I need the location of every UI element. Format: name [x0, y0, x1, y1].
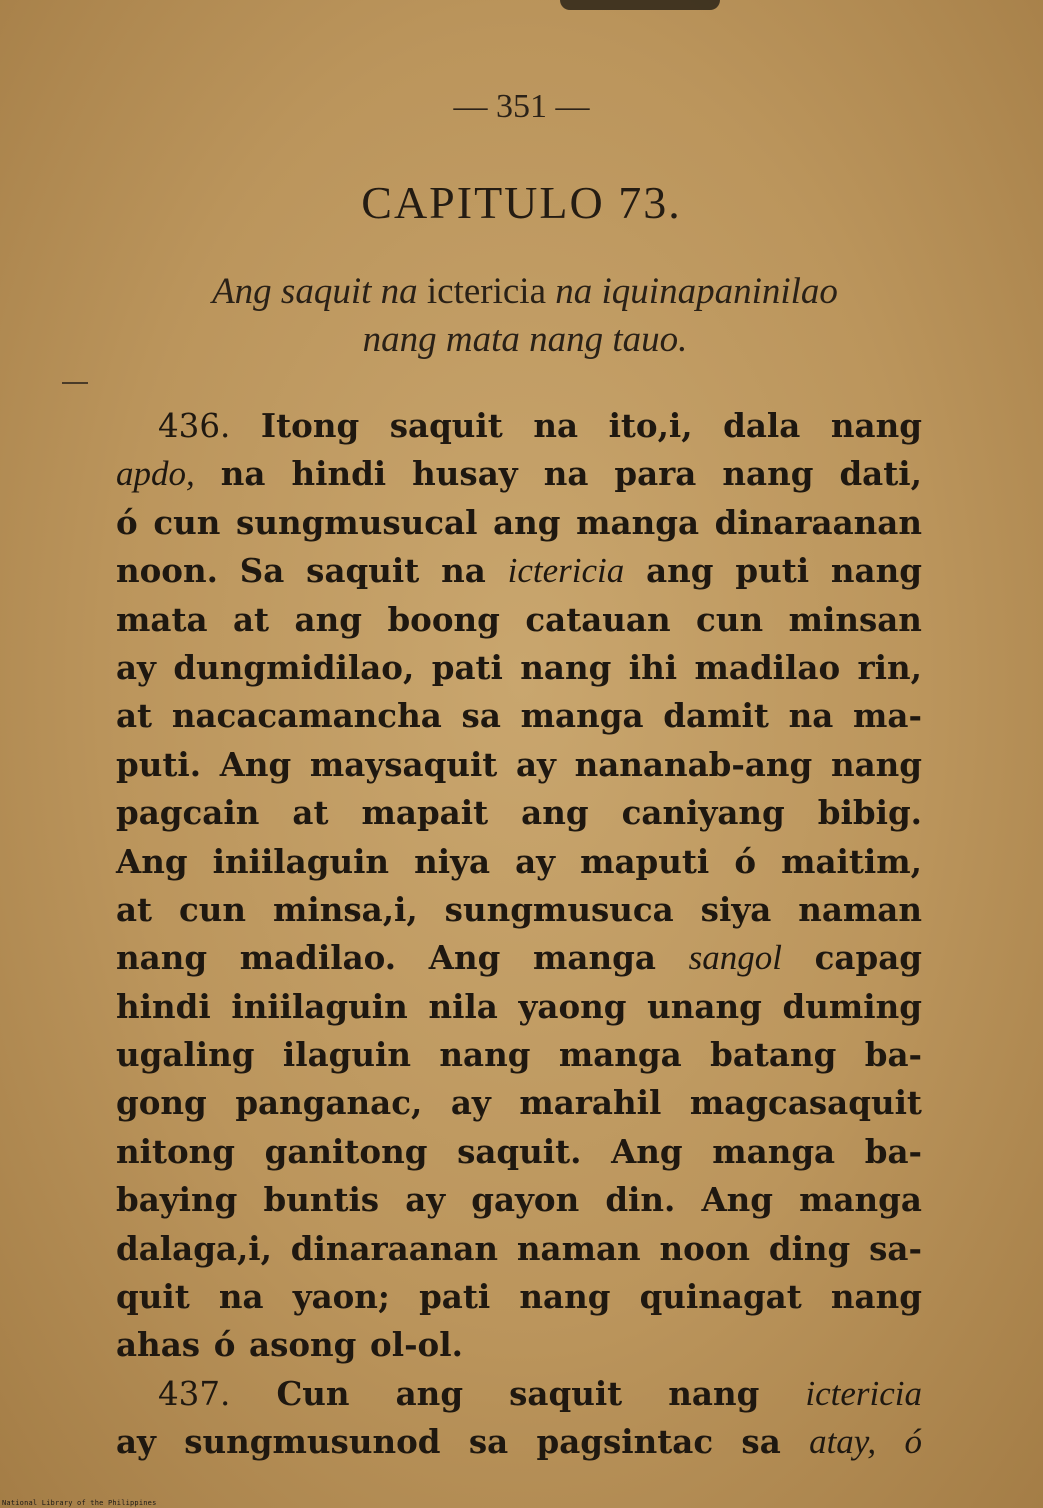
word: dalaga,i, [116, 1228, 272, 1268]
word: puti [735, 551, 810, 591]
word: 436. [158, 407, 231, 445]
word: ó [213, 1325, 236, 1365]
word: ma- [853, 696, 922, 736]
word: at [292, 793, 329, 833]
word: Ang [611, 1131, 683, 1171]
word: sa- [869, 1228, 922, 1268]
word: sa [741, 1422, 781, 1462]
word: nang [830, 406, 922, 445]
library-footer: National Library of the Philippines [2, 1499, 157, 1507]
word: quinagat [639, 1277, 802, 1317]
word: ó [904, 1422, 922, 1462]
word: sa [468, 1422, 509, 1462]
word: bibig. [817, 793, 922, 833]
text-line [116, 1370, 922, 1418]
word: Ang [219, 744, 292, 784]
word: siya [700, 889, 772, 929]
word: caniyang [621, 793, 785, 833]
text-line [116, 1128, 922, 1176]
text-line [116, 789, 922, 837]
word: saquit [389, 406, 503, 445]
word: damit [663, 696, 769, 736]
word: na [543, 454, 589, 494]
word: nang [519, 1277, 611, 1317]
text-line [116, 1176, 922, 1224]
word: nila [428, 986, 498, 1026]
word: nang [830, 1277, 922, 1317]
word: gayon [471, 1180, 580, 1220]
word: Sa [239, 551, 285, 591]
text-line [116, 1225, 922, 1273]
word: maysaquit [309, 744, 498, 784]
subtitle-segment: nang mata nang tauo. [362, 319, 688, 360]
word: nitong [116, 1131, 236, 1171]
word: iniilaguin [231, 986, 408, 1026]
text-line [116, 547, 922, 595]
word: hindi [116, 986, 211, 1026]
word: baying [116, 1180, 238, 1220]
text-line [116, 596, 922, 644]
word: manga [712, 1131, 836, 1171]
word: yaon; [292, 1277, 390, 1317]
word: mata [116, 599, 208, 639]
word: cun [153, 502, 221, 542]
word: na [441, 551, 486, 591]
word: dungmidilao, [173, 647, 415, 687]
word: ay [515, 744, 556, 784]
word: cun [179, 889, 247, 929]
word: maputi [580, 841, 710, 881]
word: na [220, 454, 266, 494]
word: dinaraanan [714, 502, 922, 542]
word: catauan [525, 599, 671, 639]
word: manga [558, 1035, 682, 1075]
word: niya [414, 841, 491, 881]
text-line [116, 644, 922, 692]
word: hindi [291, 454, 387, 494]
text-line [116, 983, 922, 1031]
word: quit [116, 1277, 190, 1317]
text-line [116, 1273, 922, 1321]
word: 437. [158, 1374, 231, 1413]
word: atay, [809, 1422, 877, 1462]
body-text [116, 402, 922, 1467]
word: asong [249, 1325, 357, 1365]
subtitle-segment: ictericia [417, 271, 556, 312]
word: saquit [306, 551, 420, 591]
word: nacacamancha [171, 696, 442, 736]
word: ó [116, 502, 138, 542]
text-line [116, 1418, 922, 1466]
word: dinaraanan [290, 1228, 499, 1268]
subtitle-segment: Ang saquit na [212, 271, 418, 312]
subtitle-line-1 [110, 268, 940, 316]
word: manga [533, 938, 656, 978]
word: saquit [509, 1373, 623, 1413]
text-line [116, 692, 922, 740]
text-line [116, 450, 922, 498]
word: ol-ol. [370, 1325, 463, 1365]
word: na [533, 406, 579, 445]
word: Cun [276, 1373, 350, 1413]
word: dati, [839, 454, 922, 494]
word: batang [710, 1035, 837, 1075]
word: naman [798, 889, 922, 929]
word: ihi [628, 647, 678, 687]
text-line [116, 1321, 922, 1369]
word: yaong [518, 986, 627, 1026]
word: din. [605, 1180, 676, 1220]
text-line [116, 838, 922, 886]
word: nang [439, 1035, 531, 1075]
word: ang [395, 1373, 464, 1413]
word: at [116, 696, 153, 736]
text-line [116, 934, 922, 982]
word: Itong [260, 406, 360, 445]
word: magcasaquit [689, 1083, 922, 1123]
word: saquit. [457, 1131, 582, 1171]
word: puti. [116, 744, 202, 784]
word: ba- [864, 1131, 922, 1171]
word: ding [768, 1228, 851, 1268]
word: minsa,i, [273, 889, 418, 929]
word: sungmusunod [184, 1422, 441, 1462]
word: naman [516, 1228, 641, 1268]
word: ang [294, 599, 362, 639]
word: iniilaguin [212, 841, 390, 881]
word: nang [830, 551, 922, 591]
word: ba- [864, 1035, 922, 1075]
word: ang [646, 551, 714, 591]
word: ictericia [507, 551, 625, 591]
word: madilao [694, 647, 841, 687]
word: ahas [116, 1325, 201, 1365]
word: marahil [519, 1083, 662, 1123]
word: noon. [116, 551, 218, 591]
word: madilao. [239, 938, 397, 978]
word: nang [116, 938, 208, 978]
margin-mark [62, 382, 88, 384]
word: ganitong [264, 1131, 428, 1171]
word: nang [520, 647, 612, 687]
word: Ang [701, 1180, 774, 1220]
word: ay [450, 1083, 491, 1123]
word: ugaling [116, 1035, 255, 1075]
word: na [788, 696, 834, 736]
subtitle-segment: na iquinapaninilao [555, 271, 838, 312]
word: ang [493, 502, 561, 542]
word: ilaguin [282, 1035, 411, 1075]
word: rin, [857, 647, 922, 687]
word: pati [419, 1277, 491, 1317]
word: dala [723, 406, 801, 445]
chapter-subtitle [110, 268, 940, 364]
top-edge-stain [560, 0, 720, 10]
word: Ang [428, 938, 501, 978]
word: apdo, [116, 454, 195, 494]
word: Ang [116, 841, 188, 881]
word: sungmusuca [444, 889, 674, 929]
word: at [116, 889, 153, 929]
word: buntis [263, 1180, 380, 1220]
text-line [116, 886, 922, 934]
word: ictericia [805, 1373, 922, 1413]
word: sa [461, 696, 501, 736]
word: nang [722, 454, 814, 494]
word: boong [387, 599, 500, 639]
word: na [218, 1277, 264, 1317]
word: manga [576, 502, 700, 542]
word: husay [412, 454, 518, 494]
word: para [614, 454, 697, 494]
chapter-title: CAPITULO 73. [361, 177, 682, 228]
subtitle-line-2 [110, 316, 940, 364]
word: ang [521, 793, 589, 833]
page-number: — 351 — [453, 88, 590, 125]
word: pati [431, 647, 503, 687]
word: gong [116, 1083, 207, 1123]
word: ay [116, 647, 156, 687]
text-line [116, 1031, 922, 1079]
word: ay [116, 1422, 156, 1462]
text-line [116, 741, 922, 789]
word: at [233, 599, 270, 639]
text-line [116, 499, 922, 547]
text-line [116, 1079, 922, 1127]
word: nang [668, 1373, 760, 1413]
word: maitim, [781, 841, 922, 881]
word: nang [830, 744, 922, 784]
word: noon [659, 1228, 751, 1268]
word: capag [814, 938, 922, 978]
word: duming [782, 986, 922, 1026]
word: mapait [361, 793, 489, 833]
text-line [116, 402, 922, 450]
word: manga [520, 696, 644, 736]
word: minsan [788, 599, 922, 639]
word: nananab-ang [574, 744, 813, 784]
word: ay [405, 1180, 446, 1220]
word: sungmusucal [236, 502, 478, 542]
word: cun [696, 599, 764, 639]
word: ay [515, 841, 556, 881]
word: ó [734, 841, 757, 881]
word: pagcain [116, 793, 260, 833]
word: ito,i, [608, 406, 693, 445]
word: panganac, [235, 1083, 423, 1123]
word: manga [799, 1180, 922, 1220]
word: sangol [688, 938, 782, 978]
word: unang [647, 986, 762, 1026]
word: pagsintac [536, 1422, 714, 1462]
